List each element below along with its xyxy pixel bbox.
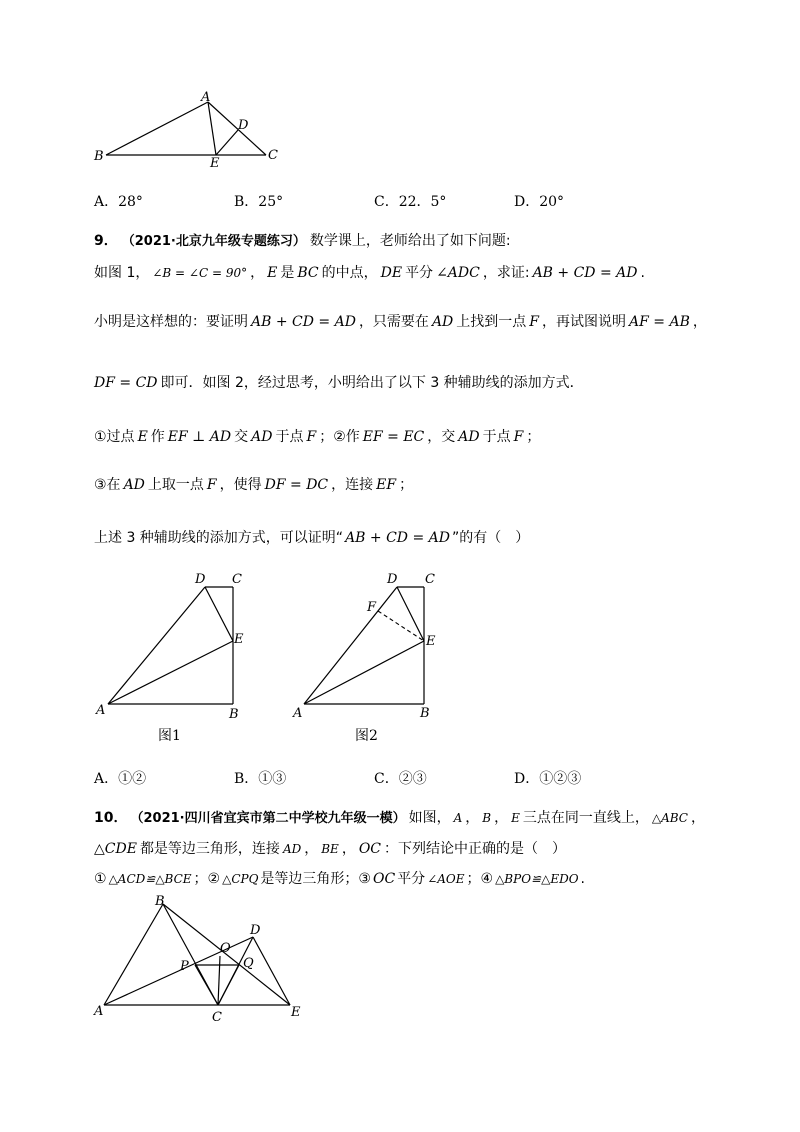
math-triangle-cde: △CDE	[94, 841, 137, 857]
fig2-label-d: D	[387, 572, 398, 587]
text: 小明是这样想的：要证明	[94, 314, 248, 330]
text: ：下列结论中正确的是（ ）	[384, 841, 567, 857]
text: ，	[691, 810, 705, 826]
q10-source: （2021·四川省宜宾市第二中学校九年级一模）	[130, 811, 406, 826]
text: 作	[150, 429, 165, 445]
q9-number: 9．	[94, 233, 118, 249]
fig1-label-a: A	[96, 703, 106, 718]
text: ；④	[466, 871, 494, 887]
text: 的中点，	[321, 265, 378, 281]
q9-line-4	[94, 426, 540, 446]
q10-label-d: D	[250, 923, 261, 938]
text: ”的有（ ）	[452, 530, 530, 546]
q10-line-1	[94, 807, 705, 827]
math-oc: OC	[372, 871, 396, 887]
fig1-label-d: D	[195, 572, 206, 587]
text: ，再试图说明	[542, 314, 626, 330]
q10-line-3	[94, 868, 585, 888]
math-ab-cd-ad: AB + CD = AD	[532, 265, 638, 281]
math-angle-b-c: ∠B = ∠C = 90°	[152, 266, 248, 280]
text: 三点在同一直线上，	[522, 810, 649, 826]
math-ef-ec: EF = EC	[362, 429, 425, 445]
text: 即可．如图 2，经过思考，小明给出了以下 3 种辅助线的添加方式．	[160, 375, 584, 391]
text: 于点	[482, 429, 511, 445]
q9-line-1	[94, 262, 645, 282]
text: 如图，	[408, 810, 451, 826]
fig2-caption: 图2	[355, 728, 378, 744]
math-bc: BC	[297, 265, 319, 281]
text: ；②	[193, 871, 221, 887]
q9-header	[94, 230, 511, 250]
math-ad: AD	[123, 477, 145, 493]
text: ，	[494, 810, 509, 826]
text: 平分	[405, 265, 434, 281]
q9-stem: 数学课上，老师给出了如下问题:	[309, 233, 511, 249]
math-triangle-abc: △ABC	[651, 811, 688, 825]
text: 上取一点	[147, 477, 204, 493]
q10-label-o: O	[220, 941, 231, 956]
q9-line-6	[94, 527, 529, 547]
math-f: F	[206, 477, 217, 493]
text: ，使得	[219, 477, 262, 493]
math-ad: AD	[251, 429, 273, 445]
q9-line-5	[94, 474, 413, 494]
text: ①过点	[94, 429, 135, 445]
q10-label-q: Q	[243, 956, 254, 971]
q9-option-a[interactable]: A．①②	[94, 771, 147, 787]
q9-option-b[interactable]: B．①③	[234, 771, 287, 787]
text: .	[640, 265, 645, 281]
text: 都是等边三角形，连接	[139, 841, 280, 857]
fig2-label-e: E	[426, 634, 436, 649]
text: ，求证:	[482, 265, 530, 281]
math-de: DE	[380, 265, 403, 281]
q9-figure-2	[288, 568, 458, 748]
math-ef-perp-ad: EF ⊥ AD	[167, 429, 232, 445]
math-ad: AD	[458, 429, 480, 445]
text: ，	[304, 841, 319, 857]
text: ，交	[427, 429, 456, 445]
q8-option-b[interactable]: B．25°	[234, 194, 284, 210]
text: 是等边三角形；③	[260, 871, 371, 887]
q8-option-d[interactable]: D．20°	[514, 194, 565, 210]
q10-label-p: P	[180, 959, 189, 974]
q10-label-b: B	[155, 894, 165, 909]
math-b: B	[482, 811, 492, 825]
math-ad: AD	[282, 842, 302, 856]
text: ，	[465, 810, 480, 826]
q9-option-c[interactable]: C．②③	[374, 771, 427, 787]
q9-source: （2021·北京九年级专题练习）	[121, 234, 306, 249]
q8-label-d: D	[238, 118, 249, 133]
math-df-dc: DF = DC	[264, 477, 329, 493]
q10-number: 10．	[94, 810, 128, 826]
math-be: BE	[321, 842, 339, 856]
fig2-label-f: F	[367, 600, 377, 615]
math-df-cd: DF = CD	[94, 375, 158, 391]
fig1-label-c: C	[232, 572, 242, 587]
q10-label-e: E	[291, 1005, 301, 1020]
text: ①	[94, 871, 107, 887]
q8-option-c[interactable]: C．22．5°	[374, 194, 447, 210]
fig1-label-e: E	[234, 632, 244, 647]
text: ；②作	[319, 429, 360, 445]
math-angle-aoe: ∠AOE	[427, 872, 465, 886]
q10-line-2	[94, 838, 566, 858]
text: 是	[280, 265, 295, 281]
q9-figure-1	[92, 568, 262, 748]
q9-line-2	[94, 311, 707, 331]
text: 于点	[275, 429, 304, 445]
math-a: A	[453, 811, 463, 825]
math-e: E	[267, 265, 278, 281]
math-oc: OC	[358, 841, 382, 857]
text: ，	[692, 314, 707, 330]
q8-label-e: E	[210, 156, 220, 170]
q10-label-c: C	[212, 1010, 222, 1025]
fig2-label-c: C	[425, 572, 435, 587]
math-ef: EF	[376, 477, 397, 493]
text: 平分	[397, 871, 426, 887]
text: ；	[399, 477, 414, 493]
math-e: E	[137, 429, 148, 445]
text: ，连接	[331, 477, 374, 493]
text: ，	[341, 841, 356, 857]
q9-option-d[interactable]: D．①②③	[514, 771, 582, 787]
q8-figure	[90, 88, 290, 170]
text: ；	[526, 429, 541, 445]
text: 如图 1，	[94, 265, 150, 281]
text: ，	[250, 265, 265, 281]
math-af-ab: AF = AB	[629, 314, 690, 330]
text: ，只需要在	[358, 314, 429, 330]
text: ③在	[94, 477, 121, 493]
text: 交	[234, 429, 249, 445]
text: 上找到一点	[456, 314, 527, 330]
fig1-caption: 图1	[158, 728, 181, 744]
q8-label-c: C	[268, 148, 278, 163]
math-ab-cd-ad: AB + CD = AD	[345, 530, 450, 546]
fig2-label-b: B	[420, 706, 430, 721]
q8-option-a[interactable]: A．28°	[94, 194, 143, 210]
fig1-label-b: B	[229, 707, 239, 722]
q10-label-a: A	[94, 1004, 104, 1019]
math-f: F	[529, 314, 539, 330]
math-ab-cd-ad: AB + CD = AD	[251, 314, 356, 330]
q9-line-3	[94, 372, 584, 392]
math-f: F	[513, 429, 524, 445]
math-congruent-bpo-edo: △BPO≌△EDO	[495, 872, 579, 886]
math-angle-adc: ∠ADC	[436, 265, 480, 281]
math-ad: AD	[431, 314, 454, 330]
q8-label-b: B	[94, 149, 104, 164]
q10-figure	[90, 892, 320, 1027]
text: .	[580, 871, 585, 887]
math-congruent-acd-bce: △ACD≌△BCE	[108, 872, 192, 886]
math-triangle-cpq: △CPQ	[222, 872, 259, 886]
math-f: F	[306, 429, 317, 445]
text: 上述 3 种辅助线的添加方式，可以证明“	[94, 530, 344, 546]
math-e: E	[511, 811, 520, 825]
fig2-label-a: A	[293, 706, 303, 721]
q8-label-a: A	[201, 90, 211, 105]
